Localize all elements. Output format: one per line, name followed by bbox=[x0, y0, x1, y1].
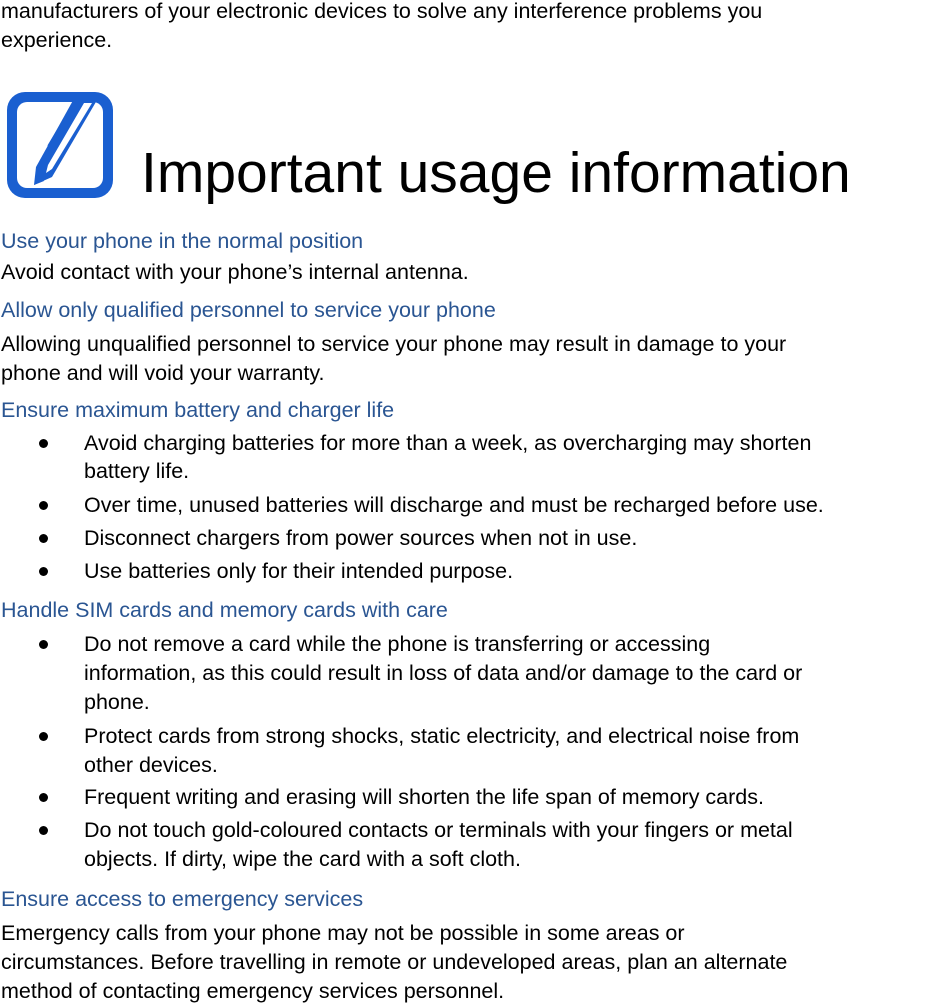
page-title: Important usage information bbox=[141, 141, 851, 205]
list-item-text: Do not remove a card while the phone is transferring or accessing bbox=[84, 632, 711, 656]
intro-line-1: manufacturers of your electronic devices to solve any interference problems you bbox=[1, 0, 763, 23]
bullet-icon bbox=[39, 439, 48, 448]
list-item-text: phone. bbox=[84, 690, 150, 714]
list-item-text: information, as this could result in loss of data and/or damage to the card or bbox=[84, 661, 803, 685]
list-item-text: Avoid charging batteries for more than a week, as overcharging may shorten bbox=[84, 431, 812, 455]
list-item-text: other devices. bbox=[84, 753, 218, 777]
bullet-icon bbox=[39, 567, 48, 576]
section-body-line: method of contacting emergency services personnel. bbox=[1, 979, 505, 1003]
section-heading-emergency-services: Ensure access to emergency services bbox=[1, 887, 364, 911]
section-body-line: Emergency calls from your phone may not be possible in some areas or bbox=[1, 921, 685, 945]
bullet-icon bbox=[39, 640, 48, 649]
bullet-icon bbox=[39, 793, 48, 802]
list-item-text: Use batteries only for their intended purpose. bbox=[84, 559, 514, 583]
section-heading-qualified-personnel: Allow only qualified personnel to service your phone bbox=[1, 298, 496, 322]
pencil-note-icon bbox=[4, 89, 116, 201]
bullet-icon bbox=[39, 732, 48, 741]
list-item-text: Disconnect chargers from power sources when not in use. bbox=[84, 526, 638, 550]
intro-line-2: experience. bbox=[1, 28, 113, 52]
section-heading-sim-cards: Handle SIM cards and memory cards with care bbox=[1, 598, 448, 622]
list-item-text: objects. If dirty, wipe the card with a soft cloth. bbox=[84, 847, 521, 871]
bullet-icon bbox=[39, 534, 48, 543]
list-item-text: Frequent writing and erasing will shorten the life span of memory cards. bbox=[84, 785, 764, 809]
list-item-text: battery life. bbox=[84, 459, 190, 483]
bullet-icon bbox=[39, 826, 48, 835]
section-body-line: Avoid contact with your phone’s internal antenna. bbox=[1, 260, 469, 284]
section-heading-battery-life: Ensure maximum battery and charger life bbox=[1, 398, 395, 422]
list-item-text: Protect cards from strong shocks, static electricity, and electrical noise from bbox=[84, 724, 800, 748]
section-body-line: Allowing unqualified personnel to service your phone may result in damage to your bbox=[1, 332, 787, 356]
section-body-line: phone and will void your warranty. bbox=[1, 361, 325, 385]
section-heading-normal-position: Use your phone in the normal position bbox=[1, 229, 364, 253]
list-item-text: Do not touch gold-coloured contacts or terminals with your fingers or metal bbox=[84, 818, 793, 842]
bullet-icon bbox=[39, 501, 48, 510]
section-body-line: circumstances. Before travelling in remote or undeveloped areas, plan an alternate bbox=[1, 950, 788, 974]
list-item-text: Over time, unused batteries will discharge and must be recharged before use. bbox=[84, 493, 824, 517]
section-title-block bbox=[0, 86, 944, 212]
